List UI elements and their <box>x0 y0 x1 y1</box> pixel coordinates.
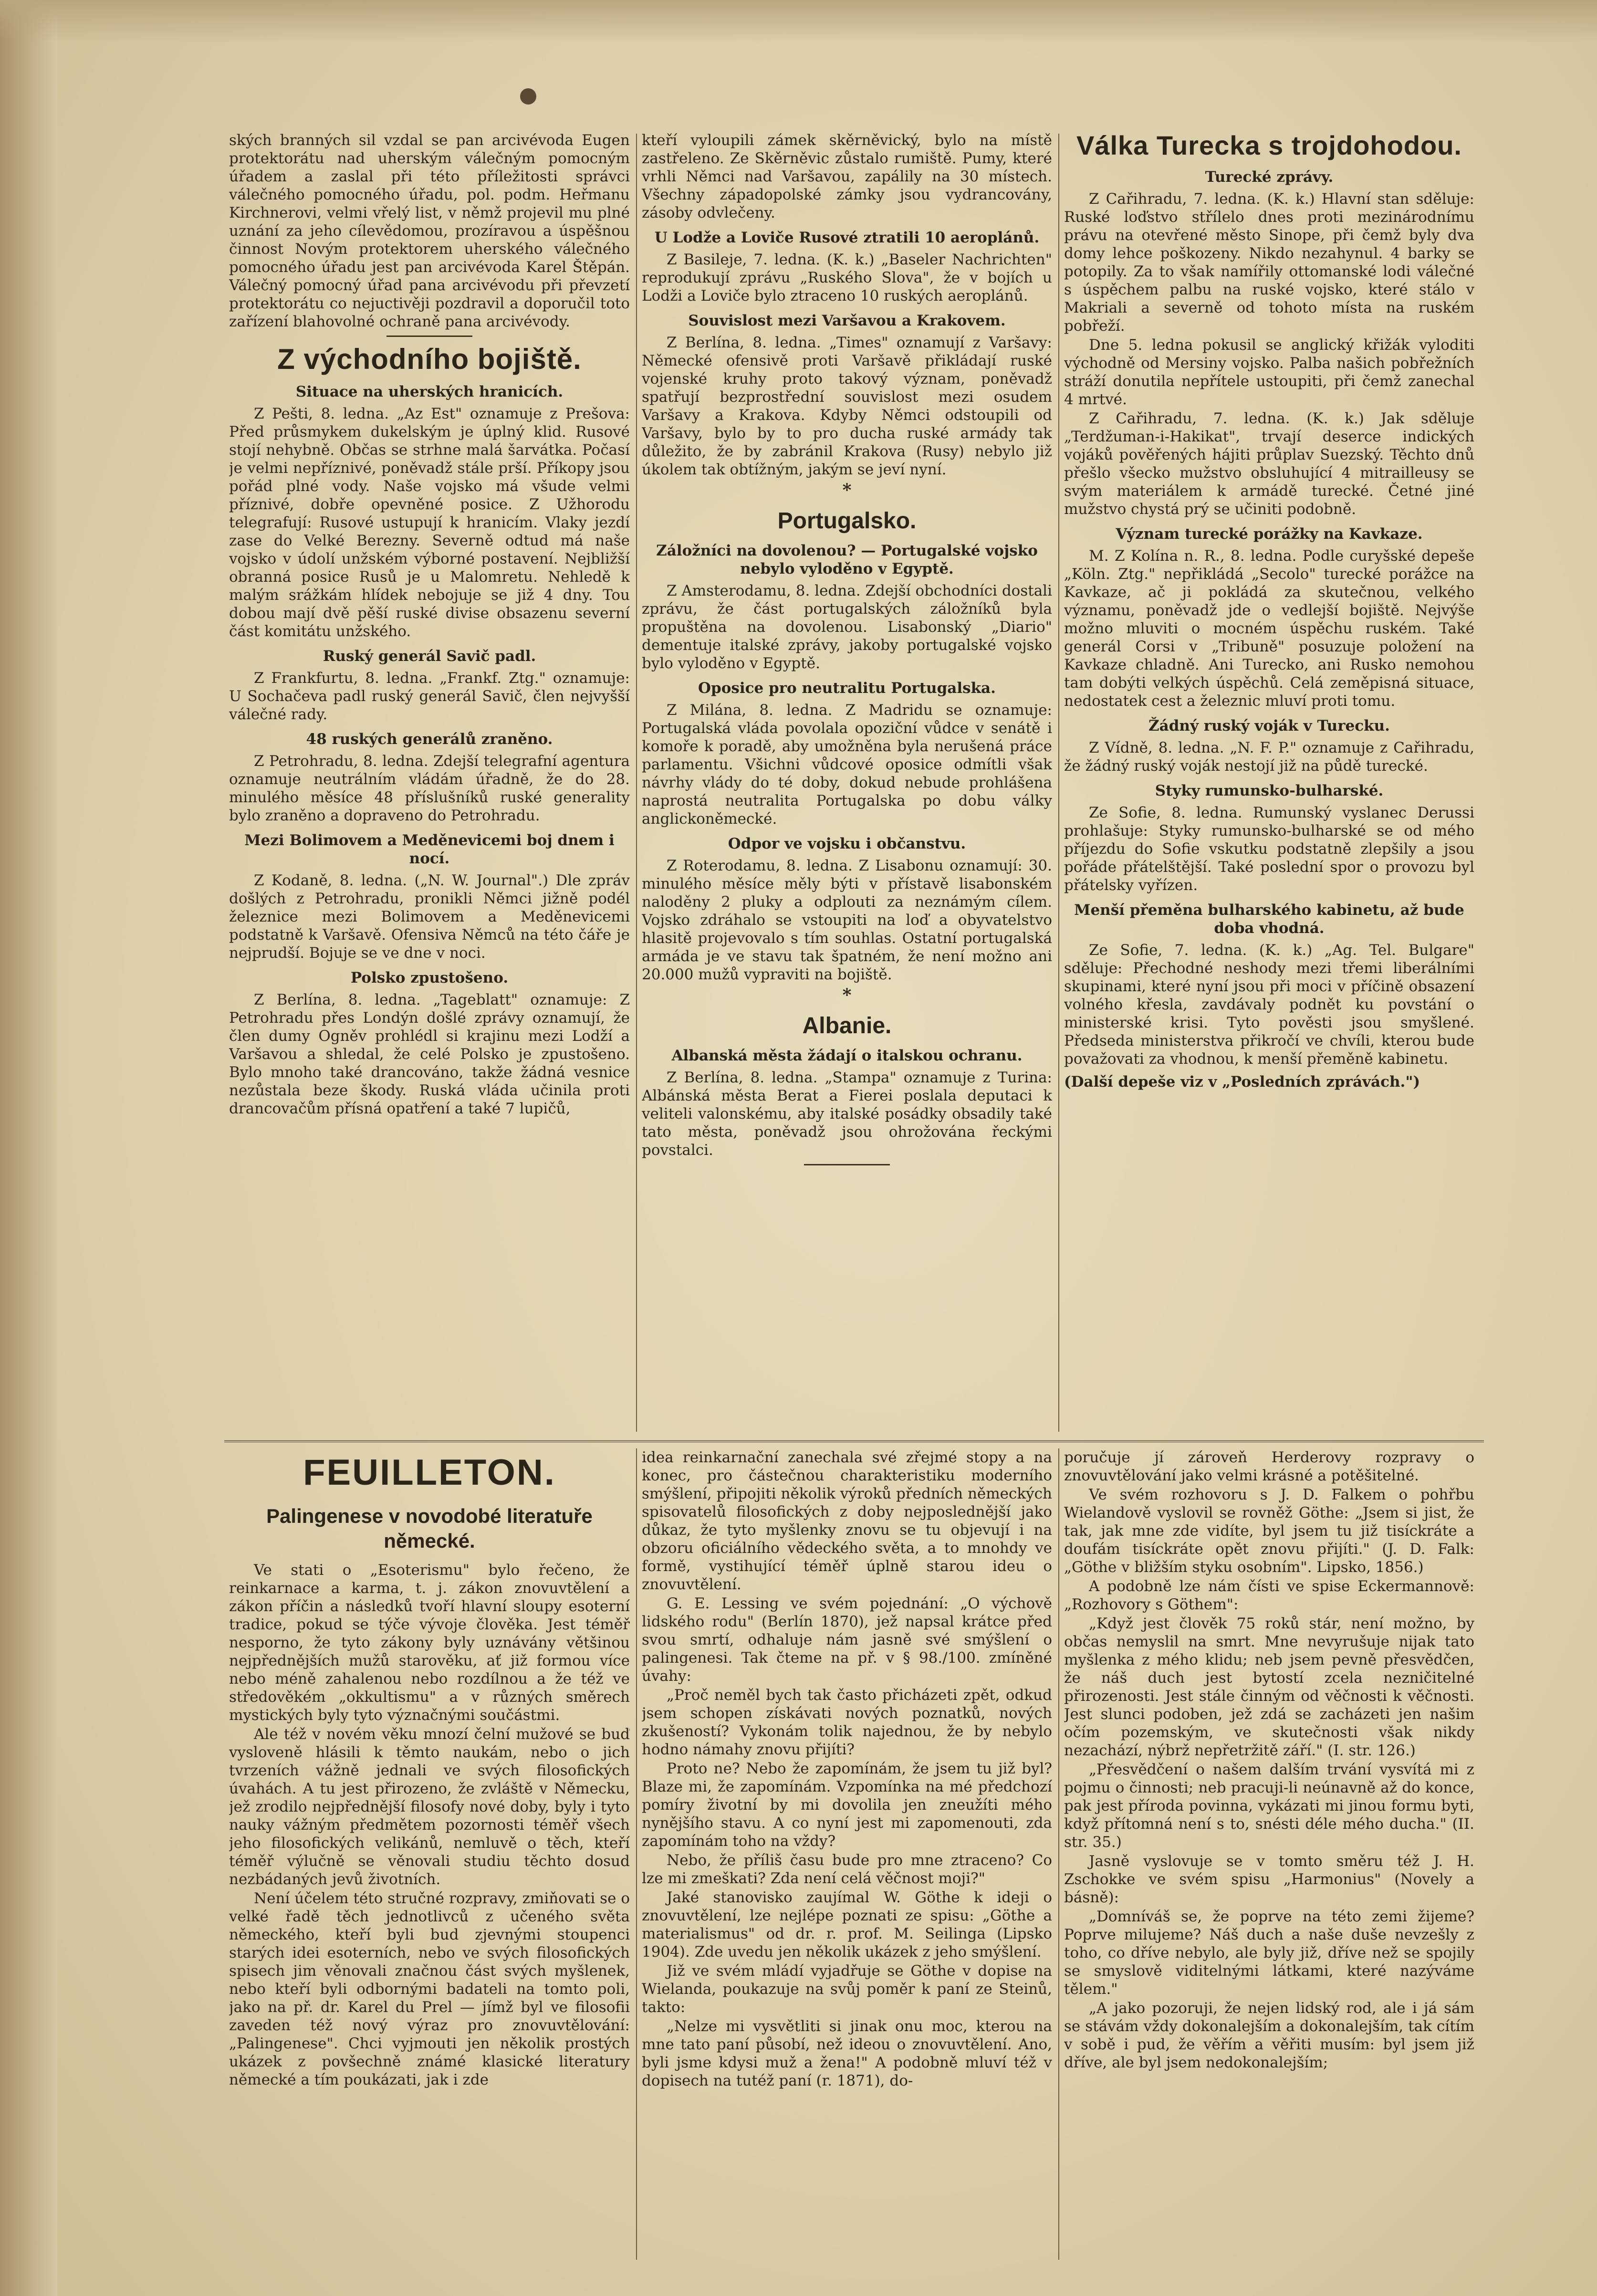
article-paragraph: M. Z Kolína n. R., 8. ledna. Podle curyšské depeše „Köln. Ztg." nepřikládá „Secolo" turecké porážce na Kavkaze, ač ji pokládá za skutečnou, velkého významu, poněvadž jde o vedlejší bojiště. Nejvýše možno mluviti o mocném úspěchu ruském. Také generál Corsi v „Tribuně" posuzuje položení na Kavkaze chladně. Ani Turecko, ani Rusko nemohou tam dobýti velkých úspěchů. Celá zeměpisná situace, nedostatek cest a železnic mluví proti tomu. <box>1064 547 1474 710</box>
feuilleton-column-3 <box>1064 1448 1474 2265</box>
section-title-albania: Albanie. <box>802 1013 892 1038</box>
separator-asterisk: * <box>842 480 852 500</box>
column-east-front <box>229 131 630 1436</box>
feuilleton-title: FEUILLETON. <box>303 1452 556 1493</box>
page-shadow-top <box>0 0 1597 43</box>
headline: 48 ruských generálů zraněno. <box>306 731 553 748</box>
quote-paragraph: Proto ne? Nebo že zapomínám, že jsem tu již byl? Blaze mi, že zapomínám. Vzpomínka na mé předchozí pomíry životní by mi dovolila jen zneužíti mého nynějšího stavu. A co nyní jest mi zapomenouti, zda zapomínám toho na vždy? <box>642 1760 1052 1850</box>
section-title-east-front: Z východního bojiště. <box>277 343 582 375</box>
quote-paragraph: Nebo, že příliš času bude pro mne ztraceno? Co lze mi zmeškati? Zda není celá věčnost moji?" <box>642 1852 1052 1887</box>
article-paragraph: Ze Sofie, 8. ledna. Rumunský vyslanec Derussi prohlašuje: Styky rumunsko-bulharské se od mého příjezdu do Sofie vskutku podstatně zlepšily a jsou pořáde přátelštější. Také poslední spor o provozu byl přátelsky vyřízen. <box>1064 804 1474 894</box>
article-paragraph: Ze Sofie, 7. ledna. (K. k.) „Ag. Tel. Bulgare" sděluje: Přechodné neshody mezi třemi liberálními skupinami, které nyní jsou při moci v příčině obsazení volného křesla, zavdávaly podnět ku povstání o ministerské krisi. Tyto pověsti jsou smyšlené. Předseda ministerstva přikročí ve chvíli, kterou bude považovati za vhodnou, k menší přeměně kabinetu. <box>1064 942 1474 1068</box>
column-turkey <box>1064 129 1474 1436</box>
article-paragraph: Z Amsterodamu, 8. ledna. Zdejší obchodníci dostali zprávu, že část portugalských záložníků byla propuštěna na dovolenou. Lisabonský „Diario" dementuje italské zprávy, jakoby portugalské vojsko bylo vyloděno v Egyptě. <box>642 582 1052 672</box>
headline: U Lodže a Loviče Rusové ztratili 10 aeroplánů. <box>654 229 1040 246</box>
article-paragraph: ských branných sil vzdal se pan arcivévoda Eugen protektorátu nad uherským válečným pomocným úřadem a zaslal při této příležitosti správci válečného pomocného úřadu, pol. podm. Heřmanu Kirchnerovi, velmi vřelý list, v němž projevil mu plné uznání za jeho cílevědomou, prozíravou a úspěšnou činnost Novým protektorem uherského válečného pomocného úřadu jest pan arcivévoda Karel Štěpán. Válečný pomocný úřad pana arcivévodu při převzetí protektorátu co nejuctivěji pozdravil a doporučil toto zařízení blahovolné ochraně pana arcivévody. <box>229 132 630 330</box>
headline: Ruský generál Savič padl. <box>323 648 536 665</box>
headline: Záložníci na dovolenou? — Portugalské vojsko nebylo vyloděno v Egyptě. <box>656 542 1038 577</box>
article-paragraph: poručuje jí zároveň Herderovy rozpravy o znovuvtělování jako velmi krásné a potěšitelné. <box>1064 1449 1474 1484</box>
divider <box>804 1164 890 1165</box>
article-paragraph: idea reinkarnační zanechala své zřejmé stopy a na konec, pro částečnou charakteristiku moderního smýšlení, připojiti několik výroků předních německých spisovatelů filosofických z doby nejposlednější jako důkaz, že tyto myšlenky znovu se tu objevují i na obzoru oficiálního vědeckého světa, a to mnohdy ve formě, vystihující téměř úplně starou ideu o znovuvtělení. <box>642 1449 1052 1593</box>
headline: Styky rumunsko-bulharské. <box>1155 782 1384 799</box>
feuilleton-subtitle: Palingenese v novodobé literatuře německé. <box>266 1505 593 1552</box>
headline: Oposice pro neutralitu Portugalska. <box>698 680 996 697</box>
headline: Situace na uherských hranicích. <box>295 383 564 400</box>
article-paragraph: Z Cařihradu, 7. ledna. (K. k.) Jak sděluje „Terdžuman-i-Hakikat", trvají deserce indických vojáků pověřených hájiti průplav Suezský. Těchto dnů přešlo všecko mužstvo obsluhující 4 mitrailleusy se svým materiálem k armádě turecké. Četné jiné mužstvo chystá prý se učiniti podobně. <box>1064 410 1474 518</box>
article-paragraph: Z Petrohradu, 8. ledna. Zdejší telegrafní agentura oznamuje neutrálním vládám úřadně, že do 28. minulého měsíce 48 příslušníků ruské generality bylo zraněno a dopraveno do Petrohradu. <box>229 753 630 824</box>
article-paragraph: Z Pešti, 8. ledna. „Az Est" oznamuje z Prešova: Před průsmykem dukelským je úplný klid. Rusové stojí nehybně. Občas se strhne malá šarvátka. Počasí je velmi nepříznivé, poněvadž stále prší. Příkopy jsou pořád plné vody. Naše vojsko má všude velmi příznivé, dobře opevněné posice. Z Užhorodu telegrafují: Rusové ustupují k hranicím. Vlaky jezdí zase do Velké Berezny. Severně odtud má naše vojsko v údolí unžském výborné postavení. Nejbližší obranná posice Rusů je u Malomretu. Nehledě k malým srážkám hlídek nebojuje se již 4 dny. Tou dobou mají dvě pěší ruské divise obsazenu severní část komitátu unžského. <box>229 405 630 640</box>
headline: Menší přeměna bulharského kabinetu, až bude doba vhodná. <box>1074 902 1464 937</box>
headline: Turecké zprávy. <box>1205 168 1334 186</box>
column-divider <box>1058 1448 1059 2260</box>
separator-asterisk: * <box>842 985 852 1005</box>
section-title-turkey: Válka Turecka s trojdohodou. <box>1076 130 1462 160</box>
column-divider <box>636 134 637 1432</box>
quote-paragraph: „Nelze mi vysvětliti si jinak onu moc, kterou na mne tato paní působí, než ideou o znovuvtělení. Ano, byli jsme kdysi muž a žena!" A podobně mluví též v dopisech na tutéž paní (r. 1871), do- <box>642 2018 1052 2089</box>
headline: Žádný ruský voják v Turecku. <box>1148 717 1390 734</box>
continuation-note: (Další depeše viz v „Posledních zprávách.") <box>1064 1073 1420 1090</box>
article-paragraph: Není účelem této stručné rozpravy, zmiňovati se o velké řadě těch jednotlivců z učeného světa německého, kteří byli bud zjevnými stoupenci starých idei esoterních, nebo ve svých filosofických spisech jim věnovali značnou část svých myšlenek, nebo kteří byli odbornými badateli na tomto poli, jako na př. dr. Karel du Prel — jímž byl ve filosofii zaveden též nový výraz pro znovuvtělování: „Palingenese". Chci vyjmouti jen několik prostých ukázek z povšechně známé klasické literatury německé a tím poukázati, jak i zde <box>229 1890 630 2088</box>
column-divider <box>1058 134 1059 1432</box>
headline: Odpor ve vojsku i občanstvu. <box>728 835 966 852</box>
divider <box>386 335 472 337</box>
article-paragraph: Ve svém rozhovoru s J. D. Falkem o pohřbu Wielandově vyslovil se rovněž Göthe: „Jsem si jist, že tak, jak mne zde vidíte, byl jsem tu již tisíckráte a doufám tisíckráte opět znovu přijíti." (J. D. Falk: „Göthe v bližším styku osobním". Lipsko, 1856.) <box>1064 1486 1474 1576</box>
feuilleton-separator <box>224 1440 1484 1442</box>
article-paragraph: Z Kodaně, 8. ledna. („N. W. Journal".) Dle zpráv došlých z Petrohradu, pronikli Němci jižně podél železnice mezi Bolimovem a Meděnevicemi podstatně k Varšavě. Ofensiva Němců na této čáře je nejprudší. Bojuje se ve dne v noci. <box>229 872 630 962</box>
article-paragraph: kteří vyloupili zámek skěrněvický, bylo na místě zastřeleno. Ze Skěrněvic zůstalo rumiště. Pumy, které vrhli Němci nad Varšavou, zapálily na 30 místech. Všechny západopolské zámky jsou vydrancovány, zásoby odvlečeny. <box>642 132 1052 221</box>
headline: Polsko zpustošeno. <box>350 969 509 986</box>
quote-paragraph: „Domníváš se, že poprve na této zemi žijeme? Poprve milujeme? Náš duch a naše duše nevzešly z toho, co dříve nebylo, ale byly již, dříve než se spojily se smyslově viditelnými látkami, které nazýváme tělem." <box>1064 1908 1474 1998</box>
quote-paragraph: „Přesvědčení o našem dalším trvání vysvítá mi z pojmu o činnosti; neb pracuji-li neúnavně až do konce, pak jest příroda povinna, vykázati mi jinou formu byti, když přítomná není s to, snésti déle mého ducha." (II. str. 35.) <box>1064 1761 1474 1851</box>
article-paragraph: Z Berlína, 8. ledna. „Times" oznamují z Varšavy: Německé ofensivě proti Varšavě přikládají ruské vojenské kruhy proto takový význam, poněvadž spatřují bezprostřední souvislost mezi osudem Varšavy a Krakova. Kdyby Němci odstoupili od Varšavy, bylo by to pro ducha ruské armády tak důležito, že by zabránil Krakova (Rusy) nebylo již úkolem tak obtížným, jakým se jeví nyní. <box>642 334 1052 478</box>
page-shadow-left <box>0 0 57 2296</box>
article-paragraph: Z Roterodamu, 8. ledna. Z Lisabonu oznamují: 30. minulého měsíce měly býti v přístavě lisabonském naloděny 2 pluky a odplouti za neznámým cílem. Vojsko zdráhalo se vstoupiti na loď a obyvatelstvo hlasitě projevovalo s tím souhlas. Ostatní portugalská armáda je ve stavu tak špatném, že není možno ani 20.000 mužů vypraviti na bojiště. <box>642 857 1052 983</box>
article-paragraph: Z Cařihradu, 7. ledna. (K. k.) Hlavní stan sděluje: Ruské loďstvo střílelo dnes proti mezinárodnímu právu na otevřené město Sinope, při čemž byly dva domy lehce poškozeny. Nikdo nezahynul. 4 barky se potopily. Za to však namířily ottomanské lodi válečné s úspěchem palbu na ruské vojsko, které stálo v Makriali a severně od tohoto místa na ruském pobřeží. <box>1064 190 1474 335</box>
section-title-portugal: Portugalsko. <box>777 508 917 534</box>
article-paragraph: Dne 5. ledna pokusil se anglický křižák vyloditi východně od Mersiny vojsko. Palba našich pobřežních stráží donutila nepřítele ustoupiti, při čemž zanechal 4 mrtvé. <box>1064 336 1474 408</box>
binding-hole <box>520 88 536 105</box>
quote-paragraph: „Proč neměl bych tak často přicházeti zpět, odkud jsem schopen získávati nových poznatků, nových zkušeností? Vykonám tolik najednou, že by nebylo hodno námahy znovu přijíti? <box>642 1687 1052 1758</box>
column-divider <box>636 1448 637 2260</box>
article-paragraph: Jaké stanovisko zaujímal W. Göthe k ideji o znovuvtělení, lze nejlépe poznati ze spisu: „Göthe a materialismus" od dr. r. prof. M. Seilinga (Lipsko 1904). Zde uvedu jen několik ukázek z jeho smýšlení. <box>642 1889 1052 1961</box>
article-paragraph: Z Berlína, 8. ledna. „Stampa" oznamuje z Turina: Albánská města Berat a Fierei poslala deputaci k veliteli valonskému, aby italské posádky obsadily také tato města, poněvadž jsou ohrožována řeckými povstalci. <box>642 1069 1052 1159</box>
headline: Význam turecké porážky na Kavkaze. <box>1116 525 1423 543</box>
column-portugal-albania <box>642 131 1052 1436</box>
article-paragraph: Z Vídně, 8. ledna. „N. F. P." oznamuje z Cařihradu, že žádný ruský voják nestojí již na půdě turecké. <box>1064 739 1474 775</box>
article-paragraph: Již ve svém mládí vyjadřuje se Göthe v dopise na Wielanda, poukazuje na svůj poměr k paní ze Steinů, takto: <box>642 1962 1052 2016</box>
article-paragraph: Z Frankfurtu, 8. ledna. „Frankf. Ztg." oznamuje: U Sochačeva padl ruský generál Savič, člen nejvyšší válečné rady. <box>229 670 630 723</box>
article-paragraph: Ve stati o „Esoterismu" bylo řečeno, že reinkarnace a karma, t. j. zákon znovuvtělení a zákon příčin a následků tvoří hlavní sloupy esoterní tradice, pokud se týče vývoje člověka. Jest téměř nesporno, že tyto zákony byly uznávány většinou nejpřednějších mužů starověku, ať již formou více nebo méně zahalenou nebo rozdílnou a že též ve středověkém „okkultismu" a v různých směrech mystických byly tyto význačnými součástmi. <box>229 1562 630 1724</box>
article-paragraph: G. E. Lessing ve svém pojednání: „O výchově lidského rodu" (Berlín 1870), jež napsal krátce před svou smrtí, odhaluje nám jasně své smýšlení o palingenesi. Tak čteme na př. v § 98./100. zmíněné úvahy: <box>642 1595 1052 1685</box>
article-paragraph: Z Basileje, 7. ledna. (K. k.) „Baseler Nachrichten" reprodukují zprávu „Ruského Slova", že v bojích u Lodži a Loviče bylo ztraceno 10 ruských aeroplánů. <box>642 251 1052 304</box>
feuilleton-column-1 <box>229 1448 630 2265</box>
article-paragraph: Z Milána, 8. ledna. Z Madridu se oznamuje: Portugalská vláda povolala opoziční vůdce v senátě i komoře k poradě, aby umožněna byla nerušená práce parlamentu. Všichni vůdcové oposice odmítli však návrhy vlády do té doby, dokud nebude prohlášena naprostá neutralita Portugalska po dobu války anglickoněmecké. <box>642 702 1052 828</box>
article-paragraph: A podobně lze nám čísti ve spise Eckermannově: „Rozhovory s Göthem": <box>1064 1578 1474 1613</box>
article-paragraph: Ale též v novém věku mnozí čelní mužové se buď vysloveně hlásili k těmto naukám, nebo o jich tvrzeních vážně jednali ve svých filosofických úvahách. A tu jest přirozeno, že zvláště v Německu, jež zrodilo nejpřednější filosofy nové doby, byly i tyto nauky vážným předmětem pozornosti téměř všech jeho filosofických velikánů, nemluvě o těch, kteří téměř výlučně se věnovali studiu těchto dosud nezbádaných jevů životních. <box>229 1726 630 1888</box>
article-paragraph: Jasně vyslovuje se v tomto směru též J. H. Zschokke ve svém spisu „Harmonius" (Novely a básně): <box>1064 1853 1474 1906</box>
feuilleton-column-2 <box>642 1448 1052 2265</box>
headline: Mezi Bolimovem a Meděnevicemi boj dnem i nocí. <box>244 832 615 867</box>
quote-paragraph: „A jako pozoruji, že nejen lidský rod, ale i já sám se stávám vždy dokonalejším a dokonalejším, tak cítím v sobě i pud, že věřím a věřiti musím: byl jsem již dříve, ale byl jsem nedokonalejším; <box>1064 2000 1474 2071</box>
headline: Souvislost mezi Varšavou a Krakovem. <box>688 312 1006 329</box>
article-paragraph: Z Berlína, 8. ledna. „Tageblatt" oznamuje: Z Petrohradu přes Londýn došlé zprávy oznamují, že člen dumy Ogněv prohlédl si krajinu mezi Lodží a Varšavou a shledal, že celé Polsko je zpustošeno. Bylo mnoho také drancováno, takže žádná vesnice nezůstala beze škody. Ruská vláda učinila proti drancovačům přísná opatření a také 7 lupičů, <box>229 991 630 1117</box>
quote-paragraph: „Když jest člověk 75 roků stár, není možno, by občas nemyslil na smrt. Mne nevyrušuje nijak tato myšlenka z mého klidu; neb jsem pevně přesvědčen, že náš duch jest bytostí zcela nezničitelné přirozenosti. Jest stále činným od věčnosti k věčnosti. Jest slunci podoben, jež zdá se zacházeti jen našim očím pozemským, ve skutečnosti však nikdy nezachází, nýbrž nepřetržitě září." (I. str. 126.) <box>1064 1615 1474 1759</box>
headline: Albanská města žádají o italskou ochranu. <box>671 1047 1023 1064</box>
